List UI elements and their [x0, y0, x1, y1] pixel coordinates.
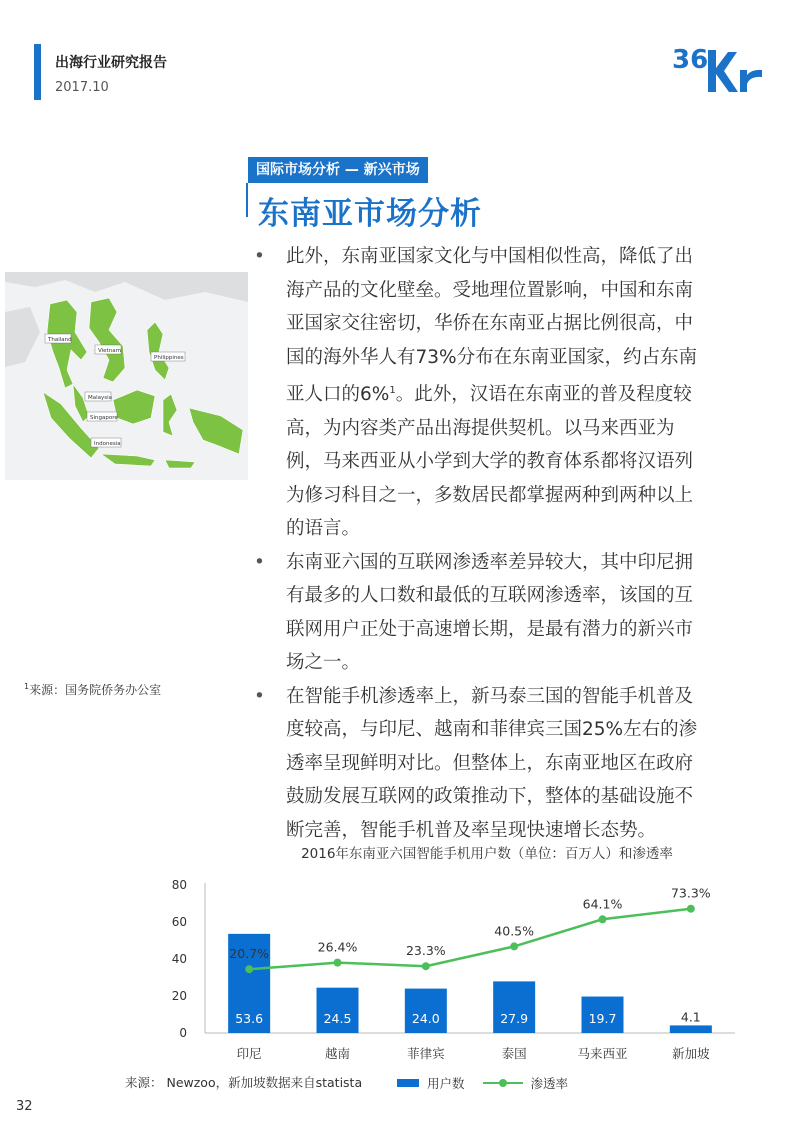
svg-text:Indonesia: Indonesia: [94, 441, 121, 447]
bar: [670, 1025, 712, 1033]
legend-bar-swatch: [397, 1079, 419, 1087]
smartphone-users-chart: [150, 865, 750, 1080]
penetration-label: 26.4%: [317, 939, 358, 955]
southeast-asia-map-icon: [5, 272, 248, 480]
penetration-point: [422, 962, 430, 970]
penetration-label: 64.1%: [582, 896, 623, 912]
x-category-label: 新加坡: [672, 1046, 710, 1061]
penetration-label: 23.3%: [405, 943, 446, 959]
penetration-point: [510, 942, 518, 950]
report-title: 出海行业研究报告: [55, 55, 167, 71]
report-date: 2017.10: [55, 80, 109, 95]
svg-text:Philippines: Philippines: [154, 355, 184, 361]
chart-source: 来源： Newzoo，新加坡数据来自statista: [125, 1075, 363, 1090]
x-category-label: 印尼: [236, 1046, 262, 1061]
chart-legend: [397, 1074, 568, 1092]
y-tick-label: 20: [171, 989, 187, 1003]
svg-text:Singapore: Singapore: [90, 415, 118, 421]
bar-value-label: 27.9: [500, 1011, 529, 1026]
penetration-label: 40.5%: [494, 923, 535, 939]
svg-text:36: 36: [672, 45, 709, 75]
svg-text:Thailand: Thailand: [48, 337, 72, 343]
legend-line-swatch: [483, 1078, 523, 1088]
legend-rate-label: 渗透率: [530, 1076, 569, 1091]
bullet-list: [252, 240, 702, 847]
penetration-point: [334, 959, 342, 967]
header-accent-bar: [34, 44, 41, 100]
footnote: $^1$来源：国务院侨务办公室: [24, 682, 162, 697]
bullet-item: • 在智能手机渗透率上，新马泰三国的智能手机普及度较高，与印尼、越南和菲律宾三国25%左右的渗透率呈现鲜明对比。但整体上，东南亚地区在政府鼓励发展互联网的政策推动下，整体的基础设施不断完善，智能手机普及率呈现快速增长态势。: [252, 680, 702, 848]
svg-text:Malaysia: Malaysia: [88, 395, 113, 401]
chart-title: 2016年东南亚六国智能手机用户数（单位：百万人）和渗透率: [301, 846, 673, 862]
bar-value-label: 24.5: [323, 1011, 352, 1026]
bar-value-label: 19.7: [588, 1011, 617, 1026]
penetration-point: [687, 905, 695, 913]
bar-value-label: 24.0: [411, 1011, 440, 1026]
y-tick-label: 40: [171, 952, 187, 966]
bar-value-label: 53.6: [235, 1011, 264, 1026]
x-category-label: 越南: [324, 1046, 351, 1061]
bar-value-label: 4.1: [680, 1009, 701, 1025]
y-tick-label: 80: [171, 878, 187, 892]
section-title: 东南亚市场分析: [258, 196, 482, 232]
penetration-label: 20.7%: [229, 946, 270, 962]
penetration-line: [249, 909, 691, 969]
section-rule: [246, 183, 248, 217]
x-category-label: 菲律宾: [407, 1046, 445, 1061]
x-category-label: 马来西亚: [577, 1046, 628, 1061]
page-number: 32: [16, 1099, 33, 1114]
y-tick-label: 60: [171, 915, 187, 929]
penetration-point: [245, 965, 253, 973]
penetration-label: 73.3%: [670, 885, 711, 901]
y-tick-label: 0: [179, 1026, 187, 1040]
penetration-point: [599, 915, 607, 923]
bullet-item: • 此外，东南亚国家文化与中国相似性高，降低了出海产品的文化壁垒。受地理位置影响，中国和东南亚国家交往密切，华侨在东南亚占据比例很高，中国的海外华人有73%分布在东南亚国家，约占东南亚人口的6%$^1$。此外，汉语在东南亚的普及程度较高，为内容类产品出海提供契机。以马来西亚为例，马来西亚从小学到大学的教育体系都将汉语列为修习科目之一，多数居民都掌握两种到两种以上的语言。: [252, 240, 702, 546]
x-category-label: 泰国: [501, 1046, 527, 1061]
logo-36kr: [672, 40, 764, 96]
bullet-item: • 东南亚六国的互联网渗透率差异较大，其中印尼拥有最多的人口数和最低的互联网渗透率，该国的互联网用户正处于高速增长期，是最有潜力的新兴市场之一。: [252, 546, 702, 680]
legend-users-label: 用户数: [427, 1076, 465, 1091]
section-label: 国际市场分析 — 新兴市场: [248, 157, 428, 183]
svg-text:Vietnam: Vietnam: [98, 348, 121, 354]
